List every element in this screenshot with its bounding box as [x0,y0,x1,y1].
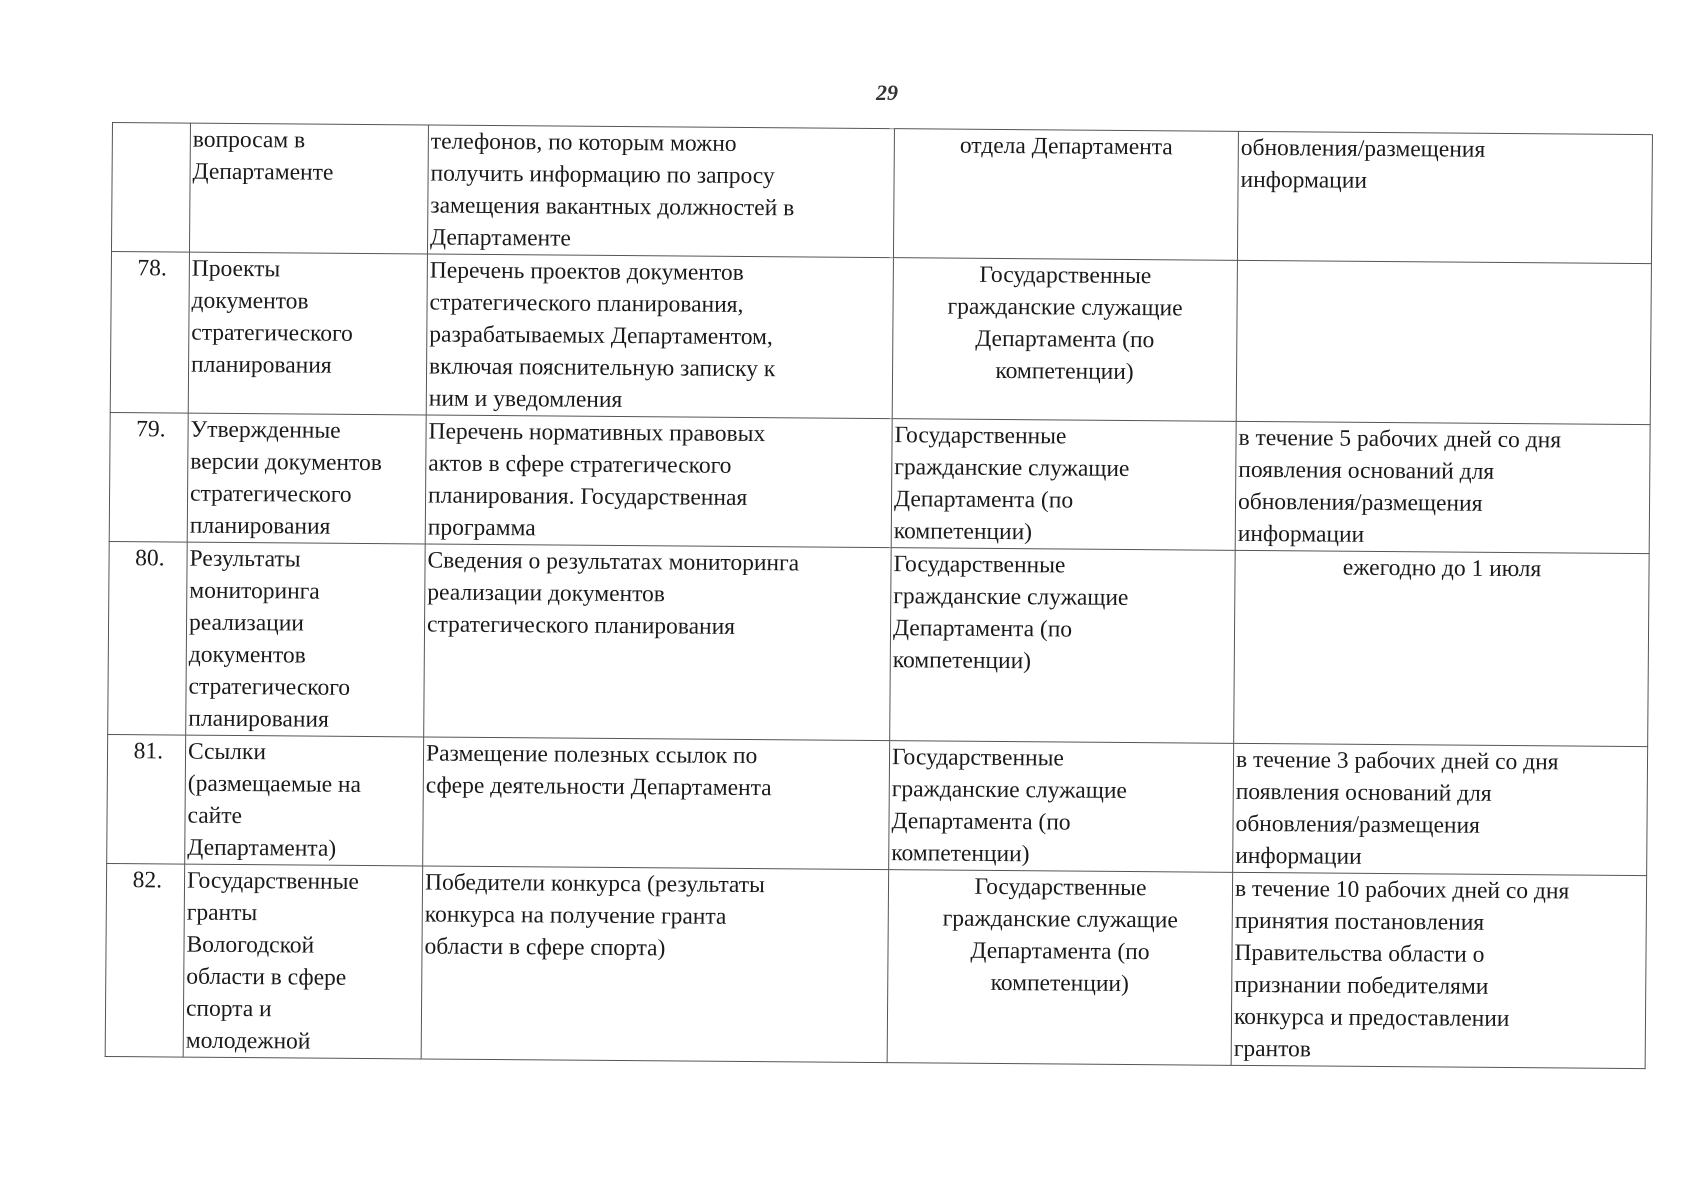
term-cell [1236,260,1651,424]
table-row [105,863,1646,1068]
row-number-cell: 81. [107,734,186,864]
responsible-cell: Государственные гражданские служащие Департамента (по компетенции) [889,741,1234,873]
document-table-wrapper [105,122,1652,1069]
section-name-cell: вопросам в Департаменте [189,123,428,254]
table-row [108,541,1649,746]
content-cell: Перечень нормативных правовых актов в сфере стратегического планирования. Государственная программа [425,415,892,548]
section-name-cell: Утвержденные версии документов стратегического планирования [187,413,426,544]
content-cell: Победители конкурса (результаты конкурса на получение гранта области в сфере спорта) [421,866,889,1063]
table-row [107,734,1648,875]
responsible-cell: Государственные гражданские служащие Департамента (по компетенции) [891,419,1236,551]
table-row [109,412,1650,553]
term-cell: в течение 3 рабочих дней со дня появления оснований для обновления/размещения информации [1233,743,1648,875]
row-number-cell: 80. [108,541,188,735]
row-number-cell [111,123,190,253]
term-cell: в течение 5 рабочих дней со дня появления оснований для обновления/размещения информации [1235,421,1650,553]
content-cell: телефонов, по которым можно получить информацию по запросу замещения вакантных должностей в Департаменте [427,125,894,258]
content-cell: Перечень проектов документов стратегического планирования, разрабатываемых Департаментом, включая пояснительную записку к ним и уведомления [426,254,893,419]
term-cell: ежегодно до 1 июля [1234,550,1650,746]
row-number-cell: 79. [109,412,188,542]
page-number: 29 [876,80,898,105]
content-cell: Размещение полезных ссылок по сфере деятельности Департамента [423,737,890,870]
section-name-cell: Государственные гранты Вологодской области в сфере спорта и молодежной [183,864,423,1059]
term-cell: в течение 10 рабочих дней со дня принятия постановления Правительства области о признании победителями конкурса и предоставлении грантов [1231,872,1647,1068]
document-table [105,122,1653,1069]
table-row [110,251,1651,424]
content-cell: Сведения о результатах мониторинга реализации документов стратегического планирования [424,544,892,741]
section-name-cell: Ссылки (размещаемые на сайте Департамента) [185,735,424,866]
term-cell: обновления/размещения информации [1237,131,1652,263]
section-name-cell: Проекты документов стратегического планирования [188,252,427,415]
responsible-cell: отдела Департамента [893,129,1238,261]
responsible-cell: Государственные гражданские служащие Департамента (по компетенции) [890,548,1236,744]
responsible-cell: Государственные гражданские служащие Департамента (по компетенции) [892,258,1237,422]
responsible-cell: Государственные гражданские служащие Департамента (по компетенции) [887,870,1233,1066]
table-row [111,123,1652,264]
section-name-cell: Результаты мониторинга реализации документов стратегического планирования [186,542,426,737]
row-number-cell: 78. [110,251,189,413]
row-number-cell: 82. [105,863,185,1057]
